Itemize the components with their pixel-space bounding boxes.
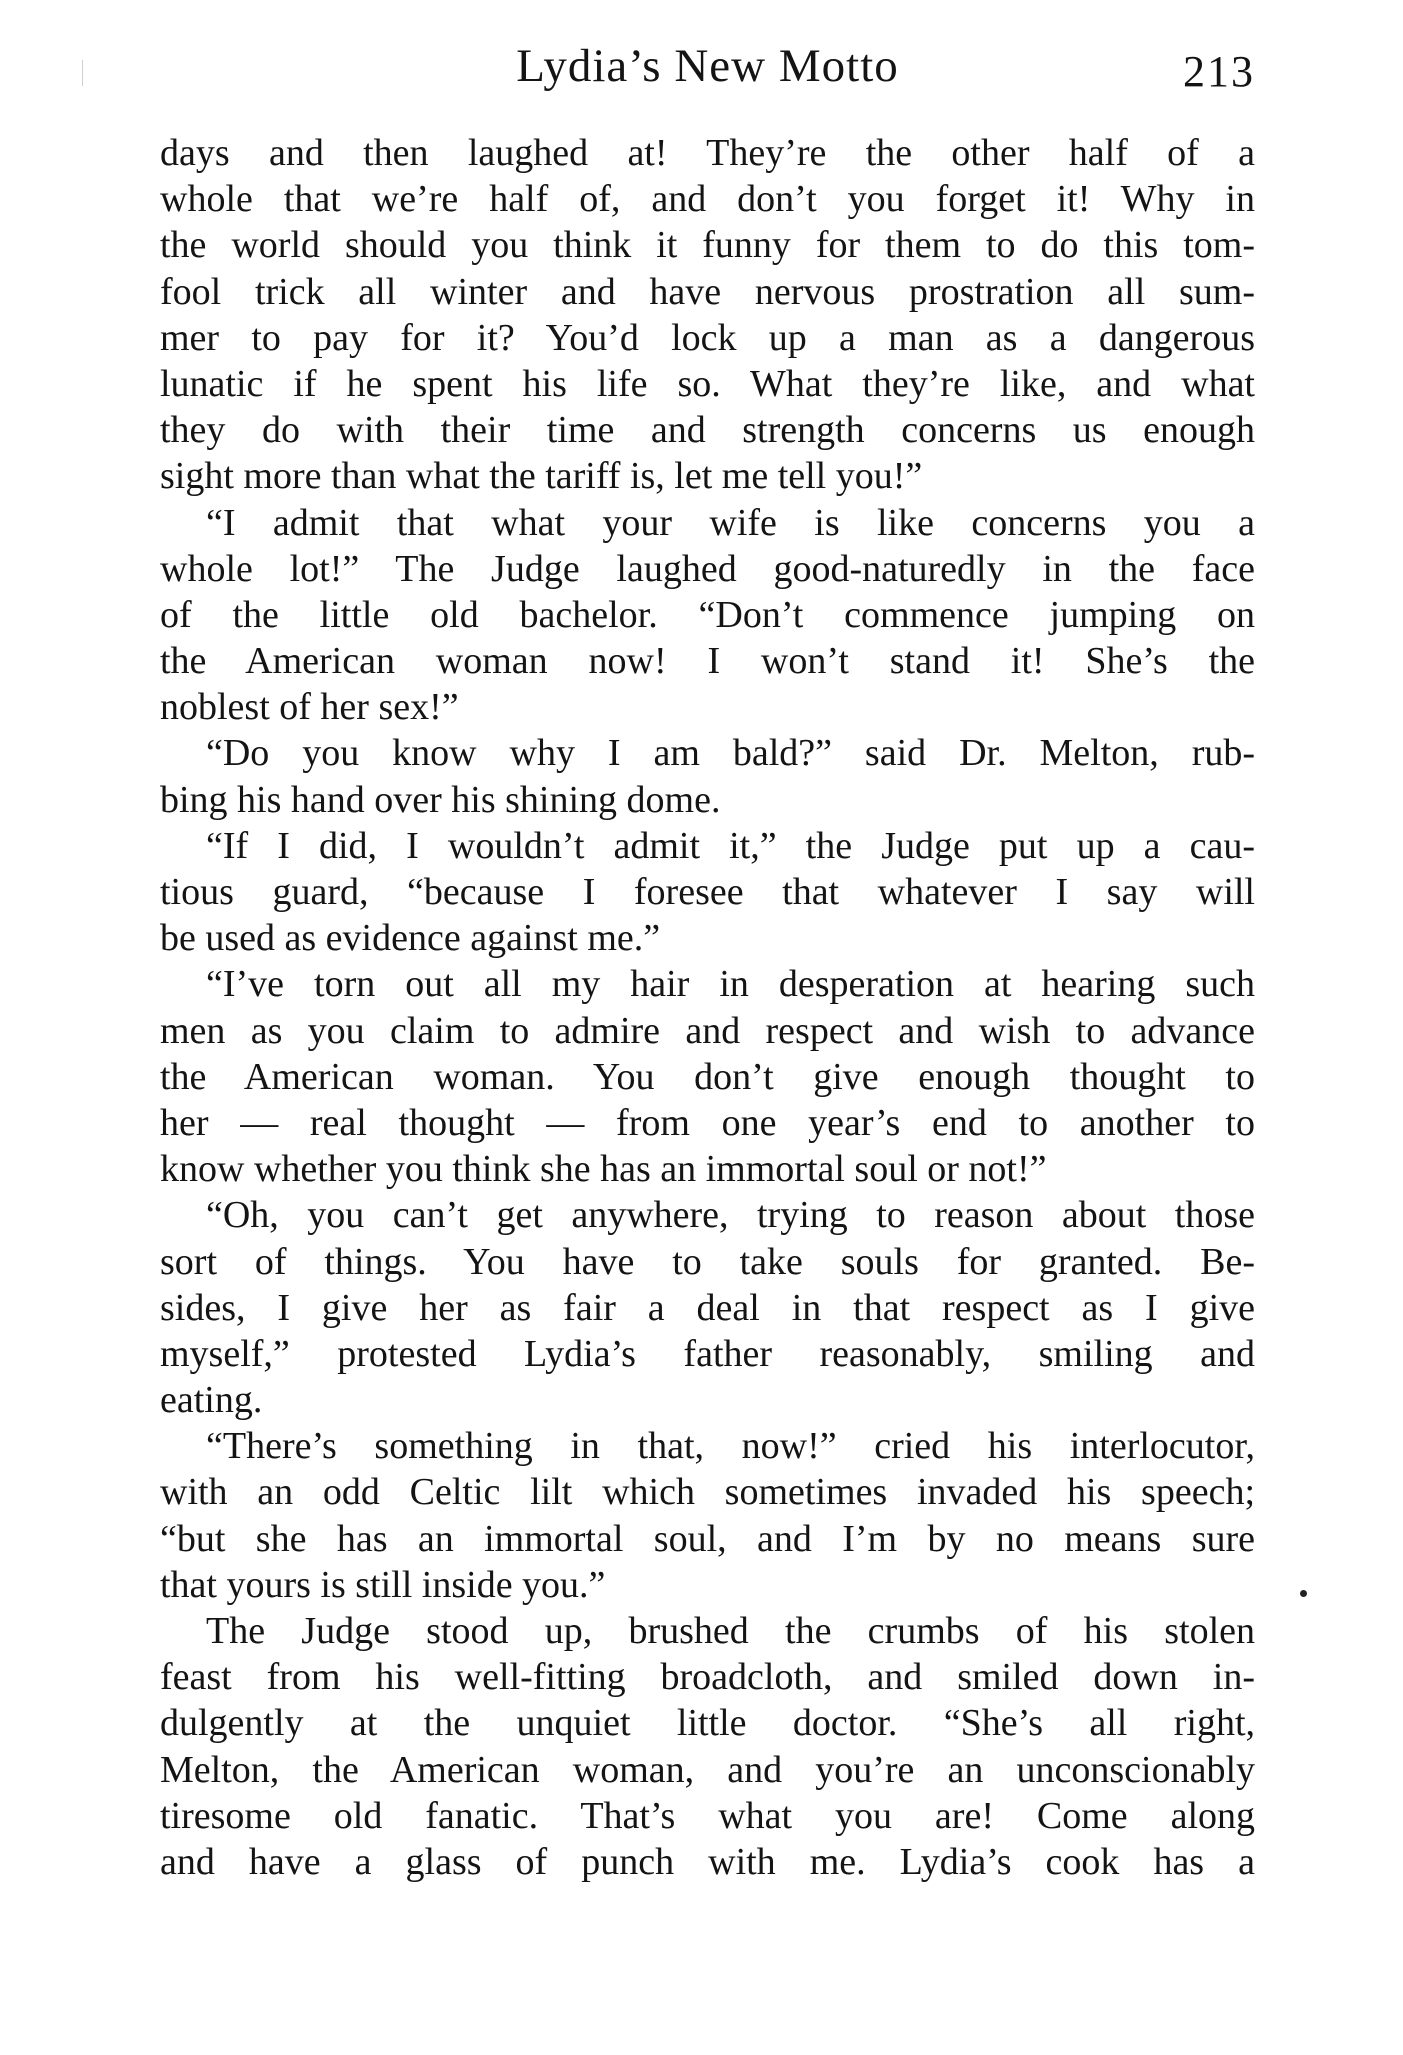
text-line: tiresome old fanatic. That’s what you are! Come along [160,1794,1255,1837]
text-line: myself,” protested Lydia’s father reasonably, smiling and [160,1332,1255,1375]
text-line: sides, I give her as fair a deal in that respect as I give [160,1286,1255,1329]
text-line: “There’s something in that, now!” cried his interlocutor, [206,1425,1255,1468]
text-line: her — real thought — from one year’s end to another to [160,1101,1255,1144]
text-line: dulgently at the unquiet little doctor. “She’s all right, [160,1702,1255,1745]
text-line: know whether you think she has an immortal soul or not!” [160,1148,1047,1191]
text-line: whole that we’re half of, and don’t you forget it! Why in [160,178,1255,221]
text-line: of the little old bachelor. “Don’t commence jumping on [160,593,1255,636]
text-line: The Judge stood up, brushed the crumbs of his stolen [206,1610,1255,1652]
text-line: that yours is still inside you.” [160,1563,606,1606]
running-title: Lydia’s New Motto [516,40,899,92]
text-line: “Do you know why I am bald?” said Dr. Melton, rub- [206,732,1255,775]
ink-speck [1300,1590,1307,1597]
text-line: “I admit that what your wife is like concerns you a [206,501,1255,544]
margin-mark [82,60,83,86]
text-line: Melton, the American woman, and you’re an unconscionably [160,1748,1255,1791]
page-number: 213 [1183,47,1255,96]
text-line: whole lot!” The Judge laughed good-naturedly in the face [160,547,1255,590]
text-line: they do with their time and strength concerns us enough [160,409,1255,452]
text-line: noblest of her sex!” [160,686,459,729]
running-head [160,36,1255,96]
text-line: the world should you think it funny for them to do this tom- [160,224,1255,267]
text-line: “but she has an immortal soul, and I’m by no means sure [160,1517,1255,1560]
text-line: sight more than what the tariff is, let me tell you!” [160,455,923,498]
text-line: the American woman now! I won’t stand it! She’s the [160,640,1255,683]
text-line: “If I did, I wouldn’t admit it,” the Judge put up a cau- [206,824,1255,867]
text-line: lunatic if he spent his life so. What they’re like, and what [160,362,1255,405]
text-line: fool trick all winter and have nervous prostration all sum- [160,270,1255,313]
text-line: feast from his well-fitting broadcloth, and smiled down in- [160,1656,1255,1699]
text-line: bing his hand over his shining dome. [160,778,721,821]
text-line: be used as evidence against me.” [160,917,661,960]
text-line: days and then laughed at! They’re the other half of a [160,132,1255,174]
text-line: the American woman. You don’t give enough thought to [160,1055,1255,1098]
text-line: mer to pay for it? You’d lock up a man as a dangerous [160,316,1255,359]
text-line: with an odd Celtic lilt which sometimes invaded his speech; [160,1471,1255,1514]
text-line: sort of things. You have to take souls for granted. Be- [160,1240,1255,1283]
text-line: eating. [160,1379,263,1422]
text-line: “Oh, you can’t get anywhere, trying to reason about those [206,1194,1255,1237]
body-text [160,130,1255,1885]
text-line: men as you claim to admire and respect and wish to advance [160,1009,1255,1052]
text-line: “I’ve torn out all my hair in desperation at hearing such [206,963,1255,1006]
text-line: and have a glass of punch with me. Lydia’s cook has a [160,1840,1255,1883]
text-line: tious guard, “because I foresee that whatever I say will [160,871,1255,913]
